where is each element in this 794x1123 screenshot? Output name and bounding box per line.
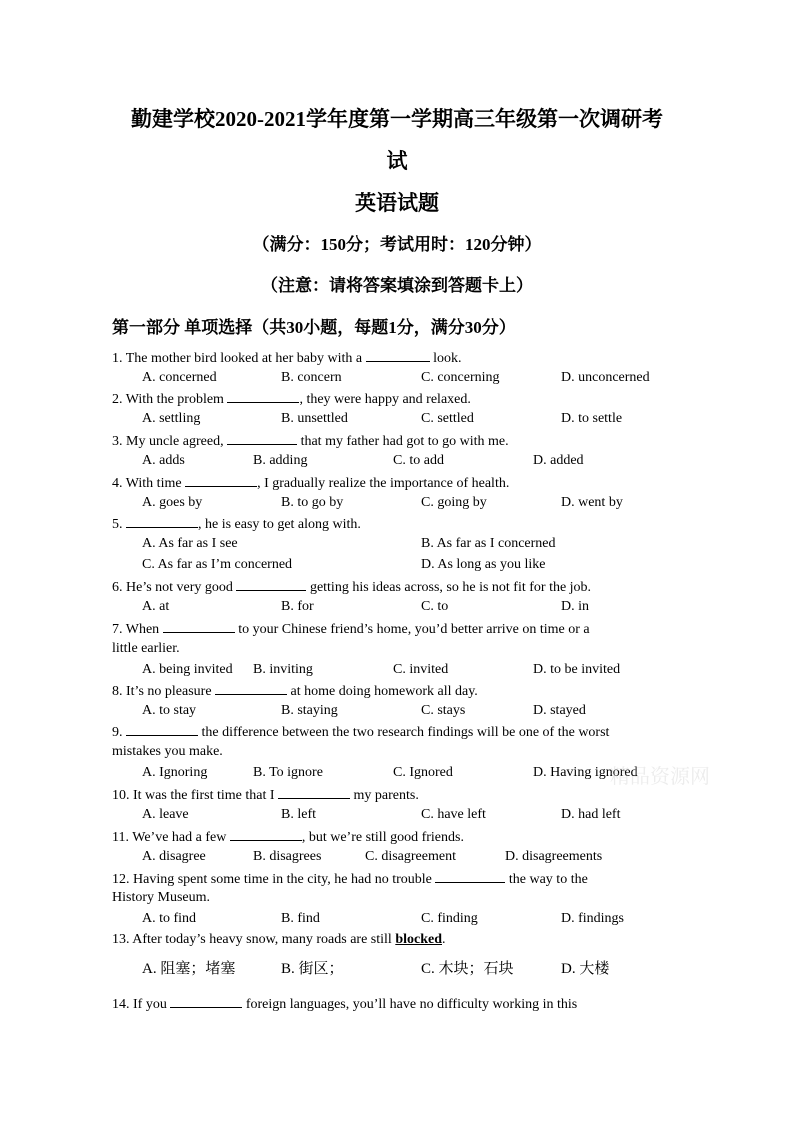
answer-blank <box>215 681 287 695</box>
question-3-post: that my father had got to go with me. <box>297 434 509 449</box>
question-6 <box>112 577 682 597</box>
option-b: B. unsettled <box>281 411 348 426</box>
question-9-cont: mistakes you make. <box>112 744 223 759</box>
section-title: 第一部分 单项选择（共30小题，每题1分，满分30分） <box>112 318 516 337</box>
question-8 <box>112 681 682 701</box>
option-c: C. have left <box>421 807 486 822</box>
exam-info: （满分：150分；考试用时：120分钟） <box>252 235 542 254</box>
question-12-cont: History Museum. <box>112 890 210 905</box>
option-b: B. left <box>281 807 316 822</box>
question-3-pre: 3. My uncle agreed, <box>112 434 228 449</box>
answer-blank <box>278 785 350 799</box>
option-c: C. settled <box>421 411 474 426</box>
question-2 <box>112 389 682 409</box>
answer-blank <box>227 431 297 445</box>
option-a: A. settling <box>142 411 201 426</box>
option-c: C. 木块；石块 <box>421 961 514 977</box>
keyword-blocked: blocked <box>395 932 442 947</box>
question-7 <box>112 619 682 639</box>
question-11-pre: 11. We’ve had a few <box>112 830 230 845</box>
option-b: B. to go by <box>281 495 344 510</box>
option-b: B. for <box>281 599 314 614</box>
answer-blank <box>185 473 257 487</box>
option-d: D. went by <box>561 495 623 510</box>
option-a: A. at <box>142 599 170 614</box>
answer-blank <box>236 577 306 591</box>
watermark: 精品资源网 <box>610 764 710 788</box>
option-c: C. finding <box>421 911 478 926</box>
option-d: D. in <box>561 599 589 614</box>
option-c: C. invited <box>393 662 449 677</box>
option-a: A. goes by <box>142 495 203 510</box>
option-d: D. stayed <box>533 703 586 718</box>
answer-blank <box>170 994 242 1008</box>
question-14 <box>112 994 682 1014</box>
option-c: C. to <box>421 599 449 614</box>
question-7-post: to your Chinese friend’s home, you’d better arrive on time or a <box>234 622 590 637</box>
question-5-post: , he is easy to get along with. <box>198 517 361 532</box>
option-d: D. findings <box>561 911 624 926</box>
question-5-pre: 5. <box>112 517 126 532</box>
option-b: B. 街区； <box>281 961 344 977</box>
option-a: A. 阻塞；堵塞 <box>142 961 236 977</box>
option-c: C. concerning <box>421 370 500 385</box>
option-d: D. had left <box>561 807 621 822</box>
option-c: C. going by <box>421 495 487 510</box>
exam-note: （注意：请将答案填涂到答题卡上） <box>261 276 533 295</box>
option-a: A. being invited <box>142 662 233 677</box>
question-14-post: foreign languages, you’ll have no difficulty working in this <box>242 997 578 1012</box>
question-13-post: . <box>442 932 446 947</box>
question-13-pre: 13. After today’s heavy snow, many roads are still <box>112 932 396 947</box>
option-b: B. concern <box>281 370 342 385</box>
option-b: B. inviting <box>253 662 313 677</box>
option-b: B. To ignore <box>253 765 323 780</box>
question-1 <box>112 348 682 368</box>
question-10-pre: 10. It was the first time that I <box>112 788 279 803</box>
option-a: A. to stay <box>142 703 197 718</box>
answer-blank <box>163 619 235 633</box>
answer-blank <box>230 827 302 841</box>
question-7-pre: 7. When <box>112 622 163 637</box>
exam-title-line1: 勤建学校2020-2021学年度第一学期高三年级第一次调研考 <box>131 107 663 131</box>
subject-title: 英语试题 <box>355 191 439 215</box>
option-d: D. As long as you like <box>421 557 546 572</box>
option-d: D. to be invited <box>533 662 621 677</box>
question-12 <box>112 869 682 889</box>
option-c: C. stays <box>421 703 466 718</box>
question-4-pre: 4. With time <box>112 476 186 491</box>
option-a: A. leave <box>142 807 189 822</box>
question-12-pre: 12. Having spent some time in the city, he had no trouble <box>112 872 436 887</box>
question-13 <box>112 931 682 949</box>
option-b: B. As far as I concerned <box>421 536 556 551</box>
question-12-post: the way to the <box>505 872 588 887</box>
answer-blank <box>126 514 198 528</box>
question-9 <box>112 722 682 742</box>
question-4-post: , I gradually realize the importance of health. <box>257 476 510 491</box>
option-a: A. concerned <box>142 370 217 385</box>
option-a: A. adds <box>142 453 185 468</box>
option-d: D. 大楼 <box>561 961 610 977</box>
option-a: A. As far as I see <box>142 536 238 551</box>
option-a: A. to find <box>142 911 197 926</box>
option-b: B. find <box>281 911 320 926</box>
question-14-pre: 14. If you <box>112 997 171 1012</box>
option-c: C. As far as I’m concerned <box>142 557 293 572</box>
question-10-post: my parents. <box>350 788 419 803</box>
answer-blank <box>227 389 299 403</box>
option-d: D. to settle <box>561 411 623 426</box>
option-b: B. adding <box>253 453 308 468</box>
option-b: B. disagrees <box>253 849 322 864</box>
question-6-pre: 6. He’s not very good <box>112 580 237 595</box>
question-3 <box>112 431 682 451</box>
question-2-pre: 2. With the problem <box>112 392 228 407</box>
exam-title-line2: 试 <box>386 149 408 173</box>
option-c: C. disagreement <box>365 849 456 864</box>
option-a: A. disagree <box>142 849 206 864</box>
question-5 <box>112 514 682 534</box>
option-d: D. unconcerned <box>561 370 650 385</box>
option-b: B. staying <box>281 703 338 718</box>
option-c: C. to add <box>393 453 444 468</box>
question-8-pre: 8. It’s no pleasure <box>112 684 216 699</box>
option-c: C. Ignored <box>393 765 453 780</box>
question-10 <box>112 785 682 805</box>
question-11-post: , but we’re still good friends. <box>301 830 464 845</box>
question-8-post: at home doing homework all day. <box>287 684 478 699</box>
answer-blank <box>126 722 198 736</box>
option-d: D. added <box>533 453 584 468</box>
question-6-post: getting his ideas across, so he is not fit for the job. <box>306 580 592 595</box>
question-7-cont: little earlier. <box>112 641 180 656</box>
answer-blank <box>435 869 505 883</box>
question-4 <box>112 473 682 493</box>
option-d: D. disagreements <box>505 849 603 864</box>
question-1-pre: 1. The mother bird looked at her baby with a <box>112 351 366 366</box>
answer-blank <box>366 348 430 362</box>
question-9-post: the difference between the two research findings will be one of the worst <box>198 725 610 740</box>
option-d: D. Having ignored <box>533 765 638 780</box>
question-2-post: , they were happy and relaxed. <box>299 392 471 407</box>
question-1-post: look. <box>429 351 462 366</box>
option-a: A. Ignoring <box>142 765 208 780</box>
question-11 <box>112 827 682 847</box>
question-9-pre: 9. <box>112 725 126 740</box>
